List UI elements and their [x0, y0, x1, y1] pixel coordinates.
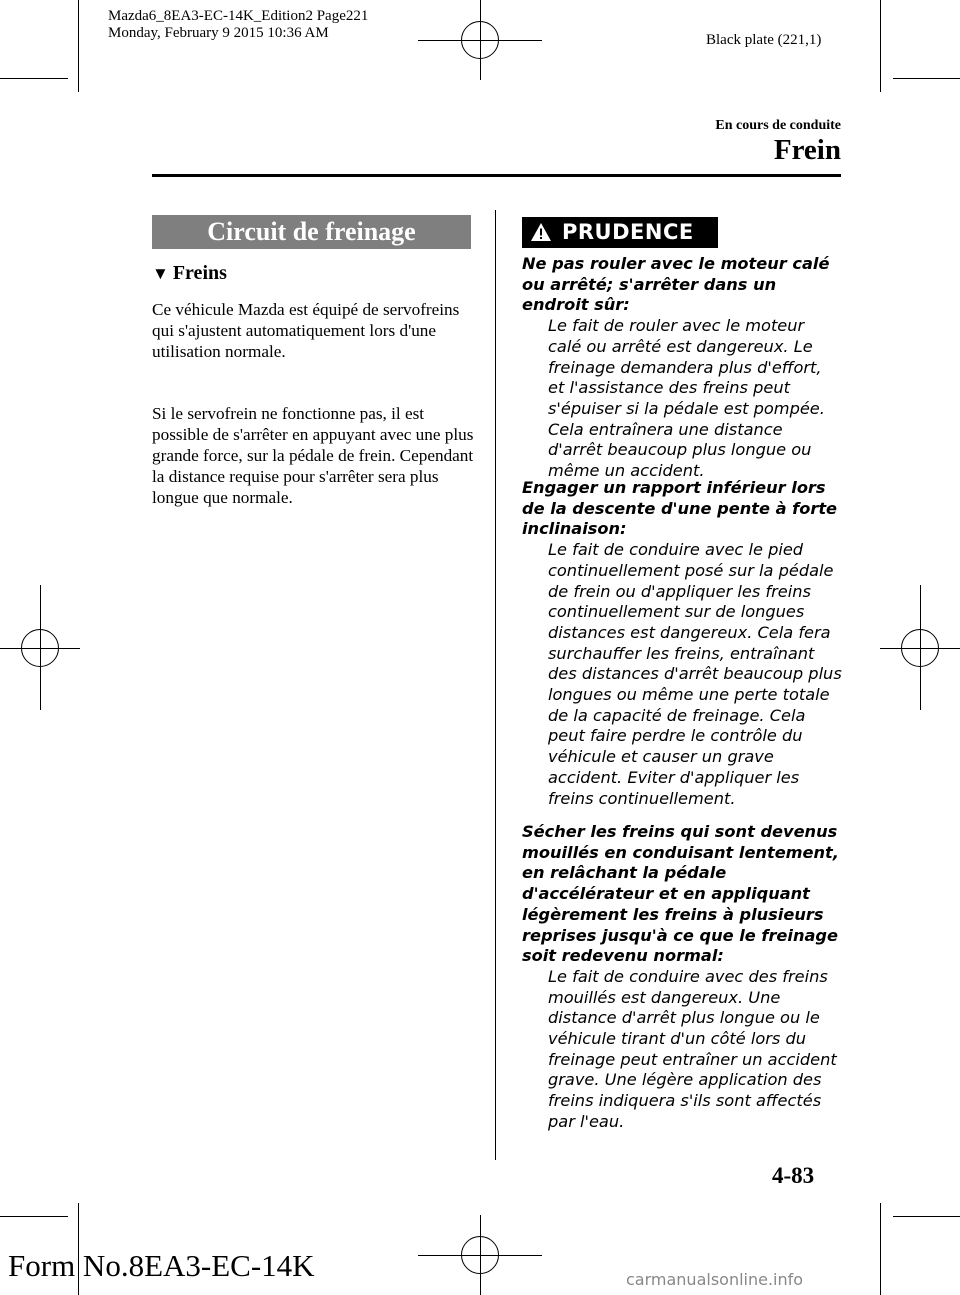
caution-lead: Sécher les freins qui sont devenus mouillés en conduisant lentement, en relâchant la pédale d'accélérateur et en appliquant légèrement les freins à plusieurs reprises jusqu'à ce que le freinage soit redevenu normal: [522, 822, 839, 966]
caution-badge-label: PRUDENCE [562, 220, 694, 244]
print-meta-line1: Mazda6_8EA3-EC-14K_Edition2 Page221 [108, 8, 369, 24]
form-number: Form No.8EA3-EC-14K [8, 1248, 315, 1283]
section-title: Frein [773, 134, 841, 166]
section-subtitle: En cours de conduite [715, 118, 841, 133]
header-rule [152, 174, 841, 177]
topic-title: Circuit de freinage [152, 215, 471, 249]
caution-item [522, 254, 842, 482]
triangle-marker-icon: ▼ [152, 264, 169, 283]
subheading [152, 262, 227, 285]
plate-label: Black plate (221,1) [706, 32, 822, 48]
page-number: 4-83 [772, 1163, 815, 1188]
caution-item [522, 478, 842, 809]
column-divider [495, 210, 496, 1160]
body-paragraph-2: Si le servofrein ne fonctionne pas, il est possible de s'arrêter en appuyant avec une plus grande force, sur la pédale de frein. Cependant la distance requise pour s'arrêter sera plus longue que normale. [152, 404, 474, 507]
print-meta [108, 8, 368, 42]
caution-detail: Le fait de conduire avec le pied continuellement posé sur la pédale de frein ou d'appliquer les freins continuellement sur de longues distances est dangereux. Cela fera surchauffer les freins, entraînant des distances d'arrêt beaucoup plus longues ou même une perte totale de la capacité de freinage. Cela peut faire perdre le contrôle du véhicule et causer un grave accident. Eviter d'appliquer les freins continuellement. [548, 540, 842, 808]
print-meta-line2: Monday, February 9 2015 10:36 AM [108, 25, 329, 41]
watermark: carmanualsonline.info [626, 1270, 804, 1289]
warning-triangle-icon [530, 222, 552, 242]
caution-lead: Ne pas rouler avec le moteur calé ou arrêté; s'arrêter dans un endroit sûr: [522, 254, 830, 315]
caution-lead: Engager un rapport inférieur lors de la descente d'une pente à forte inclinaison: [522, 478, 838, 539]
caution-detail: Le fait de rouler avec le moteur calé ou arrêté est dangereux. Le freinage demandera plus d'effort, et l'assistance des freins peut s'épuiser si la pédale est pompée. Cela entraînera une distance d'arrêt beaucoup plus longue ou même un accident. [548, 316, 825, 481]
caution-detail: Le fait de conduire avec des freins mouillés est dangereux. Une distance d'arrêt plus longue ou le véhicule tirant d'un côté lors du freinage peut entraîner un accident grave. Une légère application des freins indiquera s'ils sont affectés par l'eau. [548, 966, 837, 1131]
subheading-text: Freins [172, 262, 227, 284]
body-paragraph-1: Ce véhicule Mazda est équipé de servofreins qui s'ajustent automatiquement lors d'une utilisation normale. [152, 300, 460, 361]
caution-item [522, 822, 842, 1133]
caution-badge [522, 217, 718, 248]
